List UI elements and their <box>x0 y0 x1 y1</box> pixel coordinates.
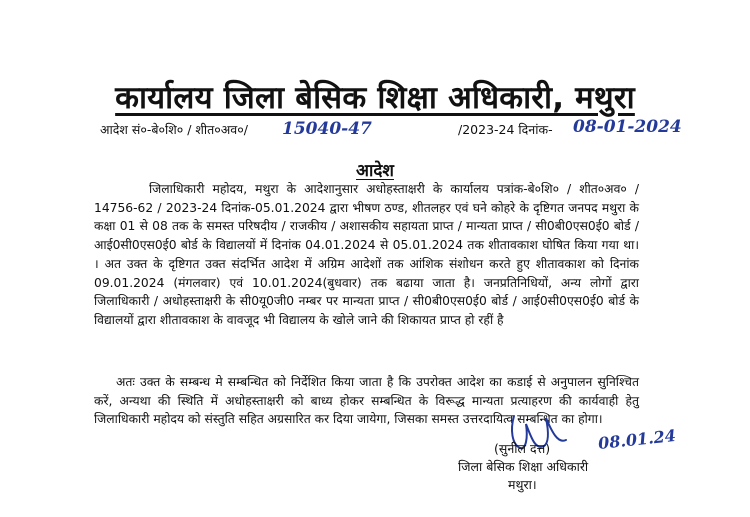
handwritten-reference-number: 15040-47 <box>282 119 372 139</box>
reference-prefix: आदेश सं०-बे०शि० / शीत०अव०/ <box>100 122 248 137</box>
body-paragraph-1: जिलाधिकारी महोदय, मथुरा के आदेशानुसार अधोहस्ताक्षरी के कार्यालय पत्रांक-बे०शि० / शीत०अव० / 14756-62 / 2023-24 दिनांक-05.01.2024 द्वारा भीषण ठण्ड, शीतलहर एवं घने कोहरे के दृष्टिगत जनपद मथुरा के कक्षा 01 से 08 तक के समस्त परिषदीय / राजकीय / अशासकीय सहायता प्राप्त / मान्यता प्राप्त / सी0बी0एस0ई0 बोर्ड / आई0सी0एस0ई0 बोर्ड के विद्यालयों में दिनांक 04.01.2024 से 05.01.2024 तक शीतावकाश घोषित किया गया था। । अत उक्त के दृष्टिगत उक्त संदर्भित आदेश में अग्रिम आदेशों तक आंशिक संशोधन करते हुए शीतावकाश को दिनांक 09.01.2024 (मंगलवार) एवं 10.01.2024(बुधवार) तक बढाया जाता है। जनप्रतिनिधियों, अन्य लोगों द्वारा जिलाधिकारी / अधोहस्ताक्षरी के सी0यू0जी0 नम्बर पर मान्यता प्राप्त / सी0बी0एस0ई0 बोर्ड / आई0सी0एस0ई0 बोर्ड के विद्यालयों द्वारा शीतावकाश के वावजूद भी विद्यालय के खोले जाने की शिकायत प्राप्त हो रहीं है <box>94 182 639 327</box>
order-heading: आदेश <box>356 161 394 181</box>
handwritten-date: 08-01-2024 <box>573 117 682 137</box>
body-paragraph-2: अतः उक्त के सम्बन्ध मे सम्बन्धित को निर्देशित किया जाता है कि उपरोक्त आदेश का कडाई से अनुपालन सुनिश्चित करें, अन्यथा की स्थिति में अधोहस्ताक्षरी को बाध्य होकर सम्बन्धित के विरूद्ध मान्यता प्रत्याहरण की कार्यवाही हेतु जिलाधिकारी महोदय को संस्तुति सहित अग्रसारित कर दिया जायेगा, जिसका समस्त उत्तरदायित्व सम्बन्धित का होगा। <box>94 375 639 427</box>
office-title: कार्यालय जिला बेसिक शिक्षा अधिकारी, मथुरा <box>115 80 635 116</box>
signatory-name: (सुनील दत्त) <box>494 441 551 456</box>
signature-handwritten-date: 08.01.24 <box>597 425 677 454</box>
signatory-designation: जिला बेसिक शिक्षा अधिकारी <box>458 459 589 474</box>
signatory-city: मथुरा। <box>508 477 537 492</box>
reference-suffix: /2023-24 दिनांक- <box>458 122 553 137</box>
